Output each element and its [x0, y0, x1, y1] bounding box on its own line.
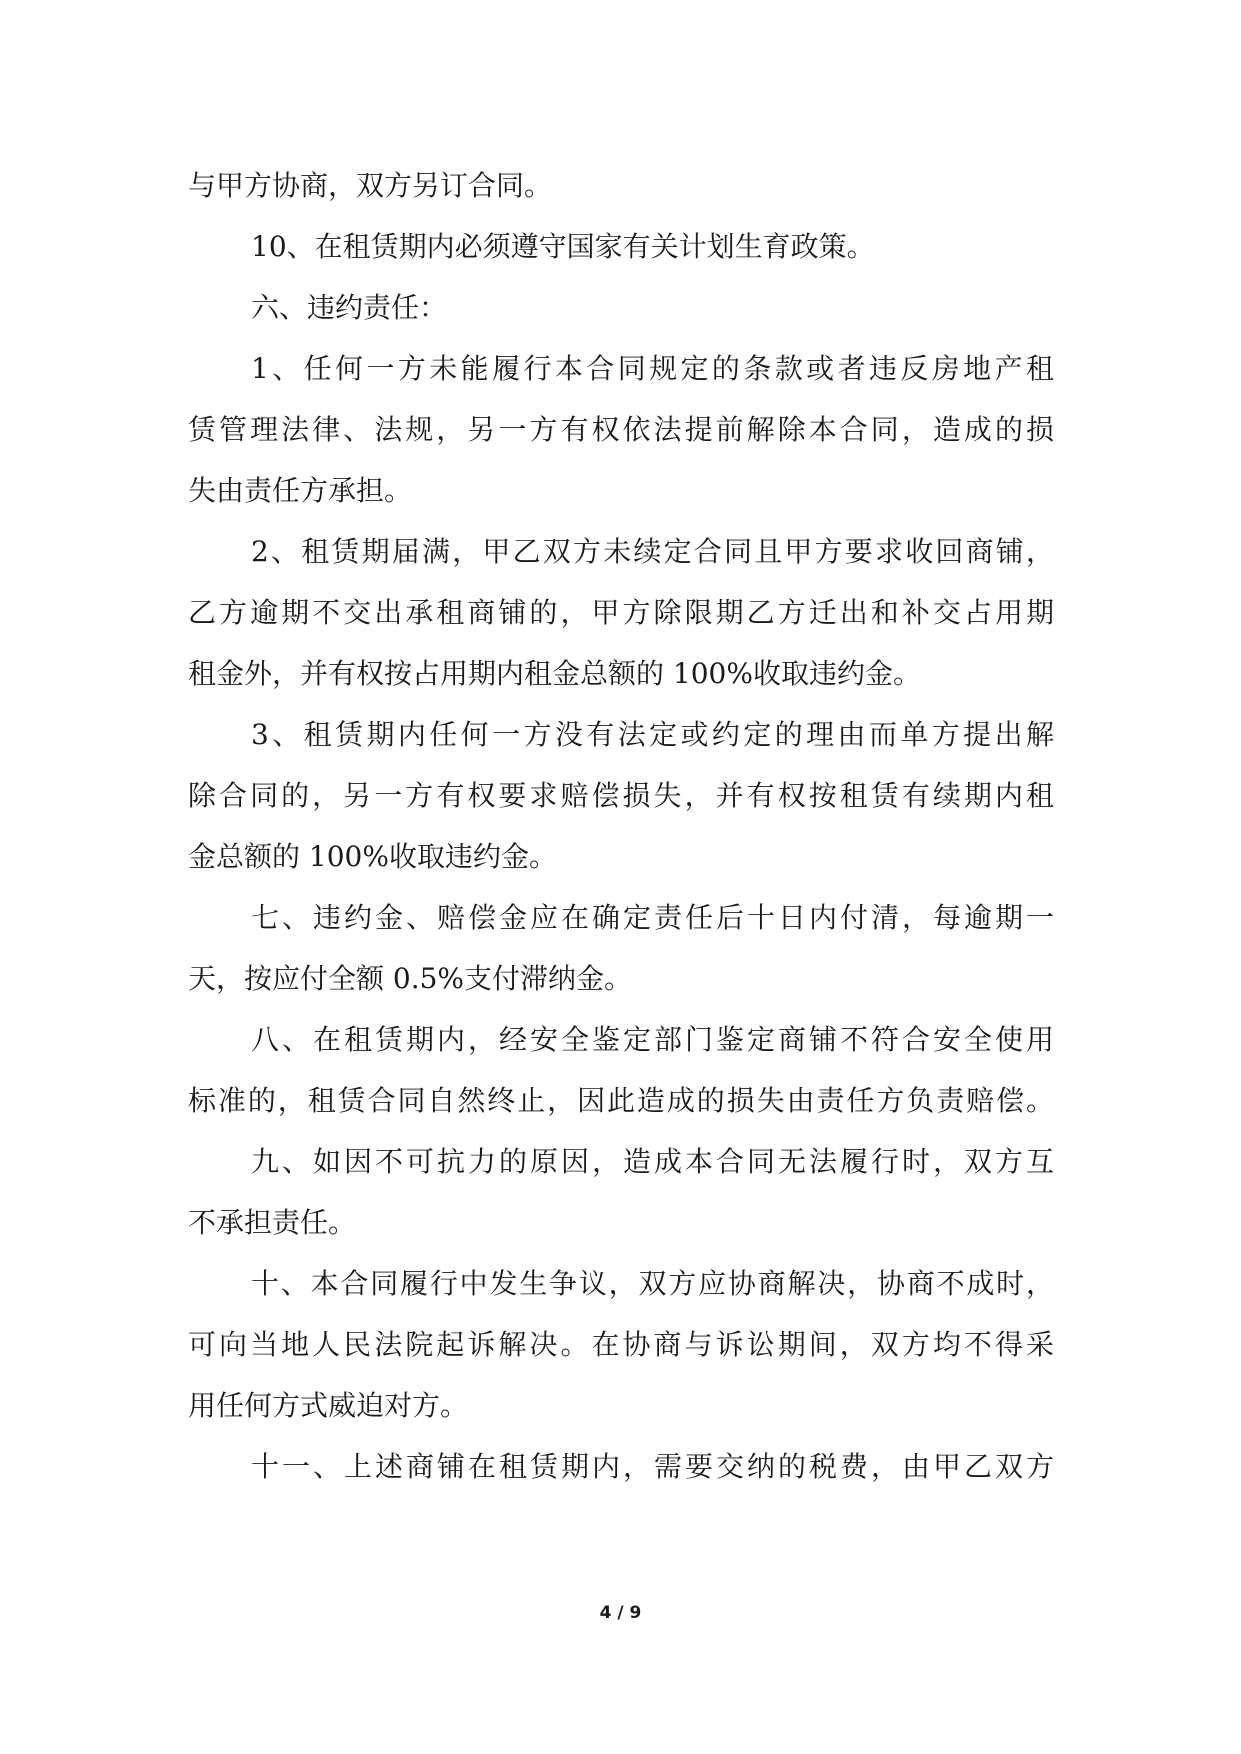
text-line: 赁管理法律、法规，另一方有权依法提前解除本合同，造成的损 [188, 413, 1054, 446]
text-line: 10、在租赁期内必须遵守国家有关计划生育政策。 [251, 230, 875, 263]
page-number: 4 / 9 [599, 1603, 642, 1623]
text-line: 七、违约金、赔偿金应在确定责任后十日内付清，每逾期一 [251, 901, 1054, 934]
text-line: 天，按应付全额 0.5%支付滞纳金。 [188, 962, 633, 995]
text-line: 十、本合同履行中发生争议，双方应协商解决，协商不成时， [251, 1267, 1054, 1300]
document-body [188, 155, 1054, 1497]
text-line: 不承担责任。 [188, 1206, 357, 1239]
text-line: 标准的，租赁合同自然终止，因此造成的损失由责任方负责赔偿。 [188, 1084, 1054, 1117]
section-heading: 六、违约责任： [251, 291, 448, 324]
text-line: 乙方逾期不交出承租商铺的，甲方除限期乙方迁出和补交占用期 [188, 596, 1054, 629]
text-line: 除合同的，另一方有权要求赔偿损失，并有权按租赁有续期内租 [188, 779, 1054, 812]
text-line: 失由责任方承担。 [188, 474, 413, 507]
text-line: 与甲方协商，双方另订合同。 [188, 169, 553, 202]
text-line: 九、如因不可抗力的原因，造成本合同无法履行时，双方互 [251, 1145, 1054, 1178]
text-line: 可向当地人民法院起诉解决。在协商与诉讼期间，双方均不得采 [188, 1328, 1054, 1361]
text-line: 用任何方式威迫对方。 [188, 1389, 469, 1422]
text-line: 租金外，并有权按占用期内租金总额的 100%收取违约金。 [188, 657, 921, 690]
text-line: 金总额的 100%收取违约金。 [188, 840, 557, 873]
text-line: 十一、上述商铺在租赁期内，需要交纳的税费，由甲乙双方 [251, 1450, 1054, 1483]
text-line: 八、在租赁期内，经安全鉴定部门鉴定商铺不符合安全使用 [251, 1023, 1054, 1056]
text-line: 2、租赁期届满，甲乙双方未续定合同且甲方要求收回商铺， [251, 535, 1054, 568]
text-line: 1、任何一方未能履行本合同规定的条款或者违反房地产租 [251, 352, 1054, 385]
text-line: 3、租赁期内任何一方没有法定或约定的理由而单方提出解 [251, 718, 1054, 751]
